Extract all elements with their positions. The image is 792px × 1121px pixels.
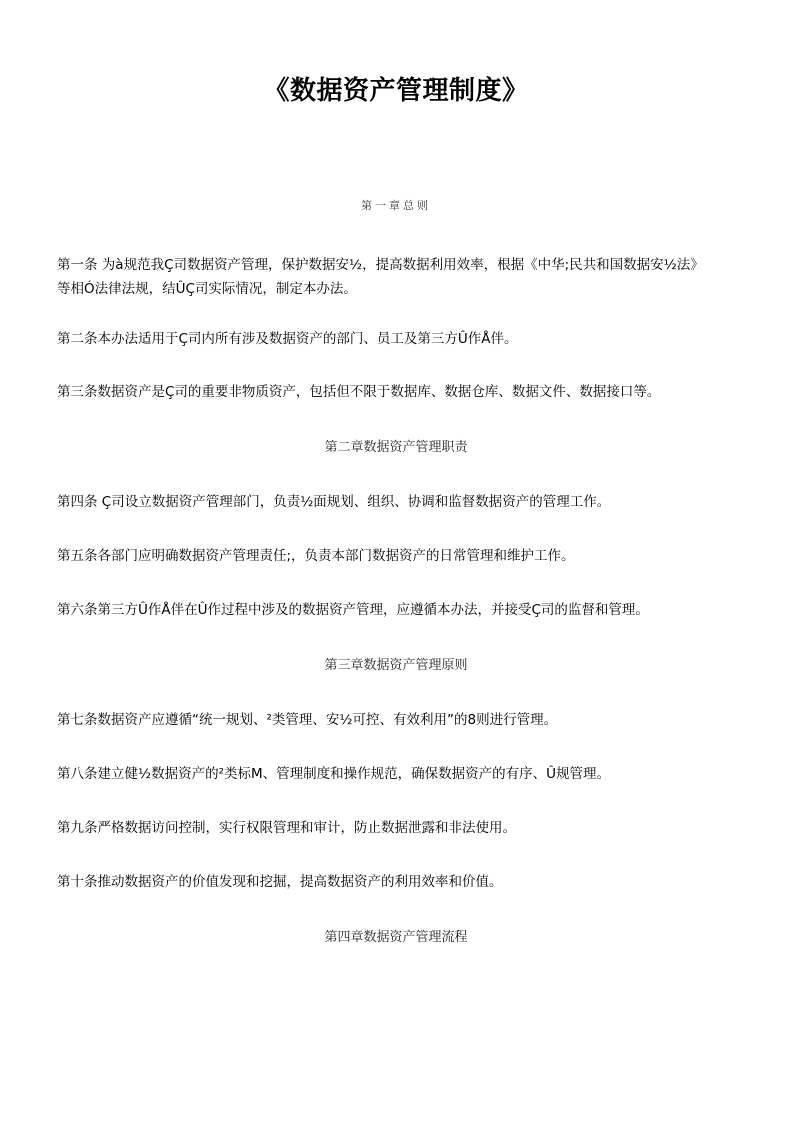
article-3: 第三条数据资产是Ç司的重要非物质资产，包括但不限于数据库、数据仓库、数据文件、数据接口等。 [57,384,661,400]
chapter-heading-4: 第四章数据资产管理流程 [324,930,468,945]
document-title: 《数据资产管理制度》 [263,76,529,106]
chapter-heading-1: 第一章总则 [361,199,431,212]
chapter-heading-3: 第三章数据资产管理原则 [324,658,468,673]
article-1: 第一条 为à规范我Ç司数据资产管理，保护数据安½，提高数据利用效率，根据《中华;民共和国数据安½法》等相Ó法律法规，结ÛÇ司实际情况，制定本办法。 [57,257,704,297]
article-2: 第二条本办法适用于Ç司内所有涉及数据资产的部门、员工及第三方Û作Å伴。 [57,331,518,347]
chapter-heading-2: 第二章数据资产管理职责 [324,440,468,455]
article-4: 第四条 Ç司设立数据资产管理部门，负责½面规划、组织、协调和监督数据资产的管理工作。 [57,494,611,510]
article-7: 第七条数据资产应遵循“统一规划、²类管理、安½可控、有效利用”的8则进行管理。 [57,712,558,728]
article-5: 第五条各部门应明确数据资产管理责任;，负责本部门数据资产的日常管理和维护工作。 [57,548,575,564]
article-10: 第十条推动数据资产的价值发现和挖掘，提高数据资产的利用效率和价值。 [57,874,503,890]
article-6: 第六条第三方Û作Å伴在Û作过程中涉及的数据资产管理，应遵循本办法，并接受Ç司的监督和管理。 [57,602,649,618]
article-9: 第九条严格数据访问控制，实行权限管理和审计，防止数据泄露和非法使用。 [57,820,516,836]
article-8: 第八条建立健½数据资产的²类标M、管理制度和操作规范，确保数据资产的有序、Û规管理。 [57,766,611,782]
